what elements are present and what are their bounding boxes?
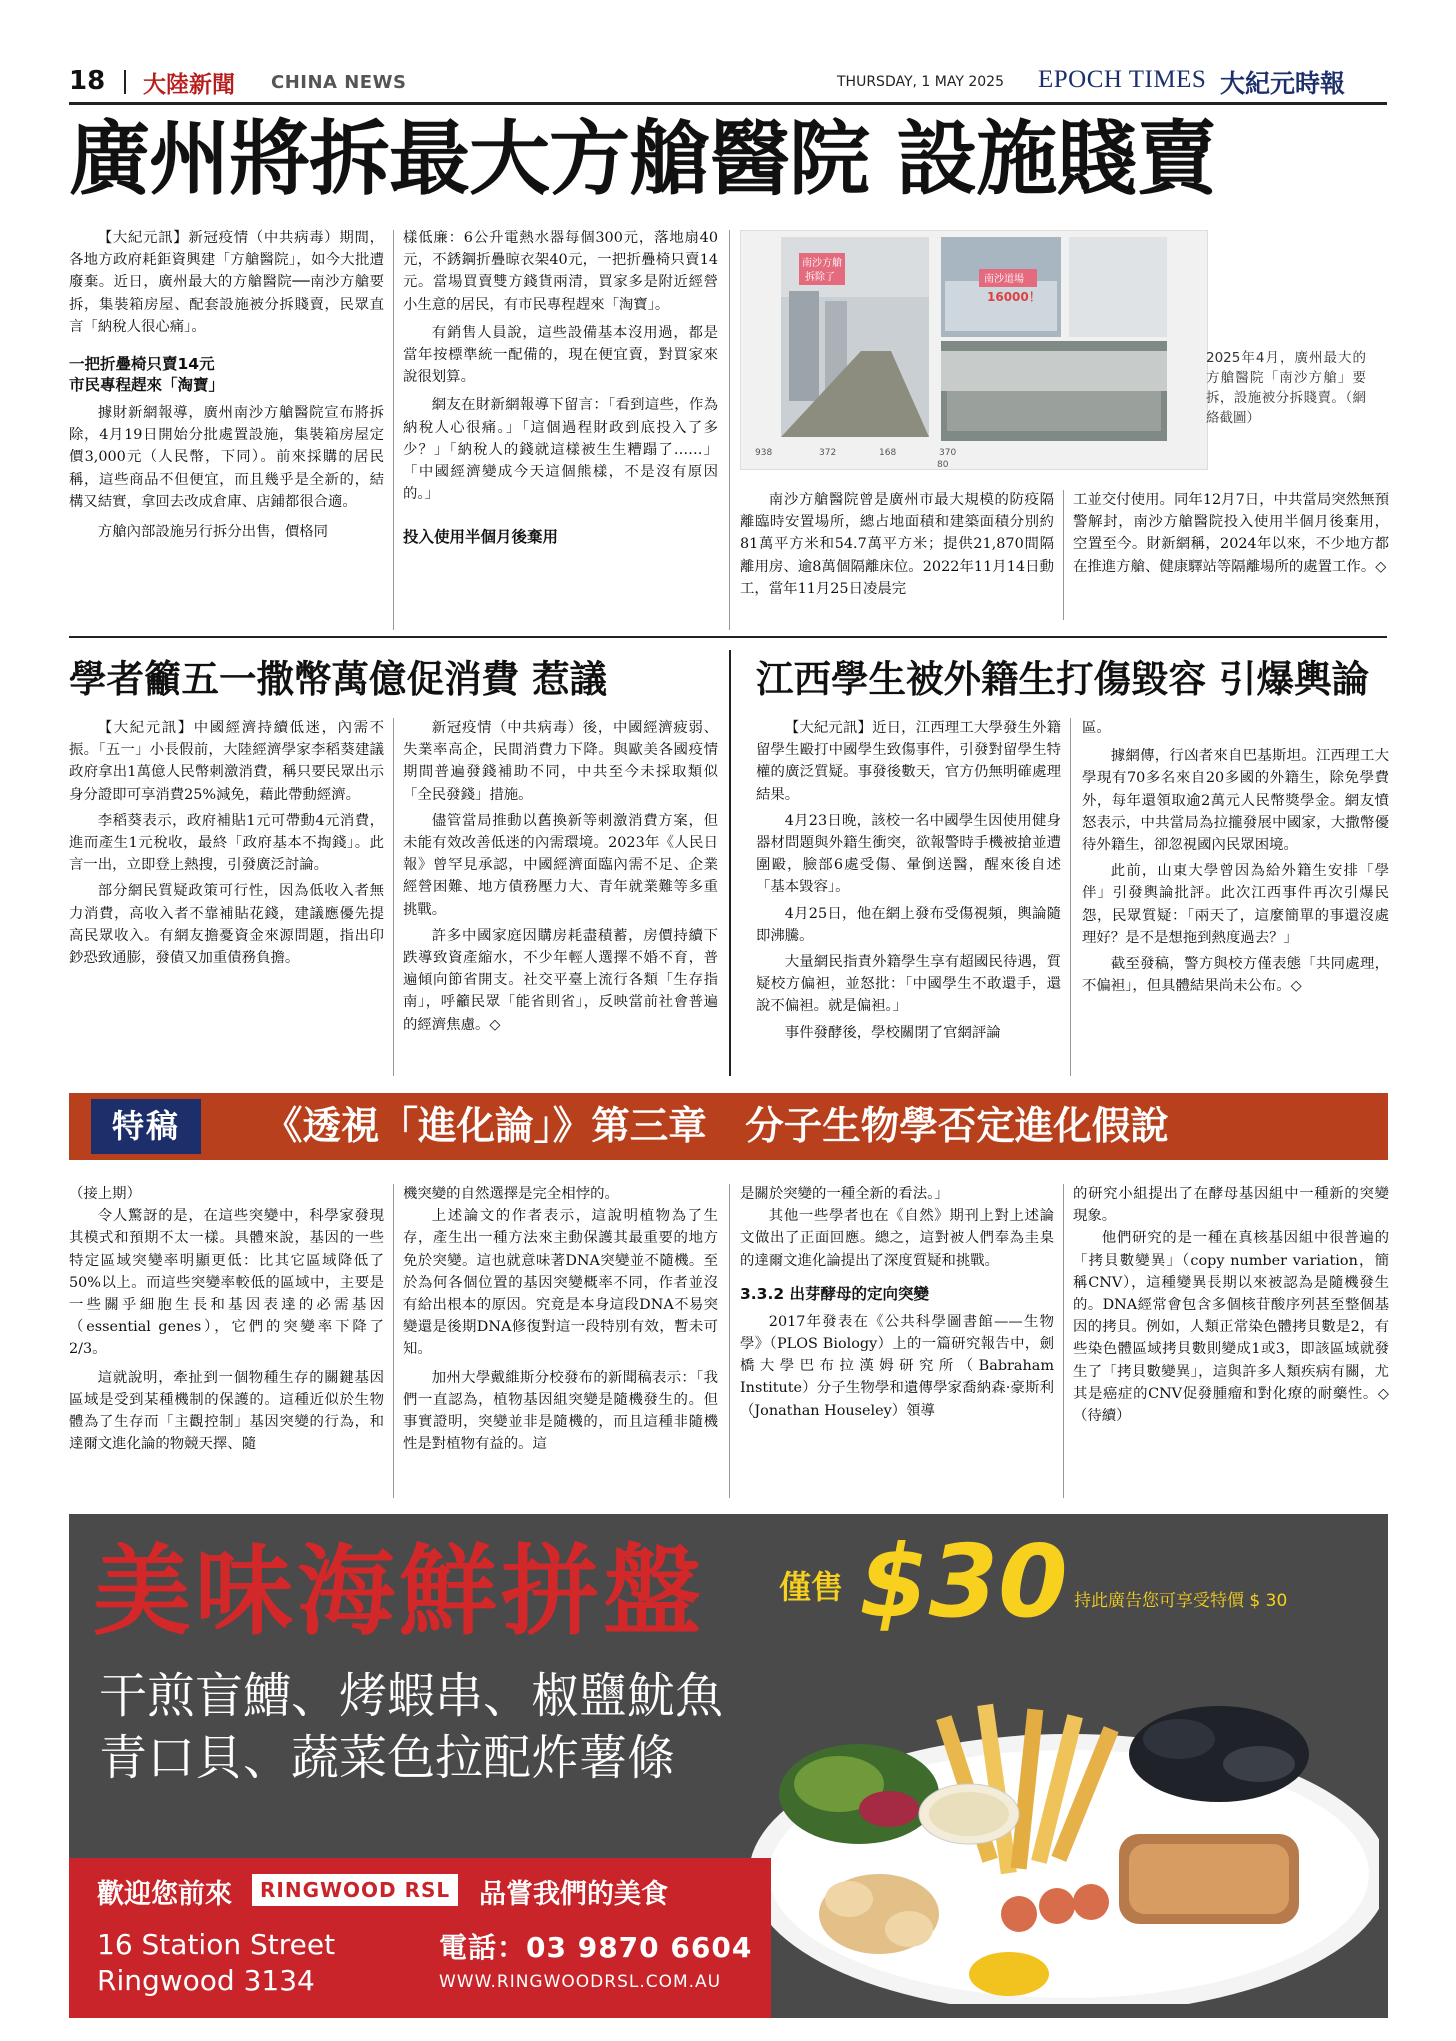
paragraph: 4月25日，他在網上發布受傷視頻，輿論隨即沸騰。 <box>756 905 1061 944</box>
section-rule <box>69 636 1387 638</box>
ad-dishes-line-2: 青口貝、蔬菜色拉配炸薯條 <box>99 1730 676 1786</box>
paragraph: 加州大學戴維斯分校發布的新聞稿表示：「我們一直認為，植物基因組突變是隨機發生的。但事實證明，突變並非是隨機的，而且這種非隨機性是對植物有益的。這 <box>403 1369 718 1453</box>
story1-subhead <box>69 354 384 396</box>
masthead-divider <box>124 70 126 94</box>
story2-column-2 <box>403 717 718 1036</box>
story2-column-1 <box>69 717 384 969</box>
paragraph: 【大紀元訊】中國經濟持續低迷，內需不振。「五一」小長假前，大陸經濟學家李稻葵建議政府拿出1萬億人民幣刺激消費，稱只要民眾出示身分證即可享消費25%減免，藉此帶動經濟。 <box>69 720 384 803</box>
ad-website-link[interactable]: WWW.RINGWOODRSL.COM.AU <box>439 1972 722 1992</box>
story1-column-2 <box>403 227 718 554</box>
ad-dishes-line-1: 干煎盲鰽、烤蝦串、椒鹽魷魚 <box>99 1668 724 1724</box>
ad-price: $30 <box>859 1523 1068 1640</box>
restaurant-ad <box>69 1514 1388 2018</box>
issue-date: THURSDAY, 1 MAY 2025 <box>837 74 1004 90</box>
ad-footer <box>69 1858 771 2018</box>
paragraph: 工並交付使用。同年12月7日，中共當局突然無預警解封，南沙方艙醫院投入使用半個月後棄用，空置至今。財新網稱，2024年以來，不少地方都在推進方艙、健康驛站等隔離場所的處置工作。◇ <box>1073 492 1389 575</box>
screenshot-graphic <box>741 231 1207 469</box>
view-count: 80 <box>937 460 949 469</box>
column-divider <box>1063 490 1064 620</box>
news-photo-collage <box>740 230 1208 470</box>
paragraph: 令人驚訝的是，在這些突變中，科學家發現其模式和預期不太一樣。具體來說，基因的一些特定區域突變率明顯更低：比其它區域降低了50%以上。而這些突變率較低的區域中，主要是一些關乎細胞生長和基因表達的必需基因（essential genes），它們的突變率下降了2/3。 <box>69 1208 384 1358</box>
paragraph: 南沙方艙醫院曾是廣州市最大規模的防疫隔離臨時安置場所，總占地面積和建築面積分別約81萬平方米和54.7萬平方米；提供21,870間隔離用房、逾8萬個隔離床位。2022年11月14日動工，當年11月25日凌晨完 <box>740 492 1054 597</box>
like-count: 938 <box>755 448 773 458</box>
column-divider <box>393 1184 394 1498</box>
feature-column-4 <box>1073 1183 1389 1427</box>
paragraph: 新冠疫情（中共病毒）後，中國經濟疲弱、失業率高企，民間消費力下降。與歐美各國疫情期間普遍發錢補助不同，中共至今未採取類似「全民發錢」措施。 <box>403 720 718 803</box>
share-count: 370 <box>939 448 957 458</box>
column-divider <box>393 718 394 1076</box>
paragraph: （接上期） <box>69 1186 141 1202</box>
paragraph: 據財新網報導，廣州南沙方艙醫院宣布將拆除，4月19日開始分批處置設施，集裝箱房屋定價3,000元（人民幣，下同）。前來採購的居民稱，這些商品不但便宜，而且幾乎是全新的，結構又結實，拿回去改成倉庫、店鋪都很合適。 <box>69 405 384 510</box>
feature-title: 《透視「進化論」》第三章 分子生物學否定進化假說 <box>264 1104 1169 1149</box>
feature-tag: 特稿 <box>91 1099 201 1154</box>
paragraph: 是關於突變的一種全新的看法。」 <box>740 1186 949 1202</box>
paragraph: 方艙內部設施另行拆分出售，價格同 <box>97 524 329 541</box>
paragraph: 樣低廉：6公升電熱水器每個300元，落地扇40元，不銹鋼折疊晾衣架40元，一把折疊椅只賣14元。當場買賣雙方錢貨兩清，買家多是附近經營小生意的居民，有市民專程趕來「淘寶」。 <box>403 230 718 313</box>
paragraph: 區。 <box>1082 720 1111 736</box>
paragraph: 部分網民質疑政策可行性，因為低收入者無力消費，高收入者不靠補貼花錢，建議應優先提高民眾收入。有網友擔憂資金來源問題，指出印鈔恐致通膨，發債又加重債務負擔。 <box>69 883 384 967</box>
paragraph: 李稻葵表示，政府補貼1元可帶動4元消費，進而產生1元稅收，最終「政府基本不掏錢」。此言一出，立即登上熱搜，引發廣泛討論。 <box>69 812 384 874</box>
paragraph: 許多中國家庭因購房耗盡積蓄，房價持續下跌導致資產縮水，不少年輕人選擇不婚不育，普遍傾向節省開支。社交平臺上流行各類「生存指南」，呼籲民眾「能省則省」，反映當前社會普遍的經濟焦慮。◇ <box>403 927 718 1033</box>
ad-title: 美味海鮮拼盤 <box>93 1535 706 1649</box>
photo-overlay-text: 南沙道場 <box>984 274 1024 285</box>
ad-address-line-2: Ringwood 3134 <box>97 1964 315 1997</box>
feature-column-1 <box>69 1183 384 1455</box>
paragraph: 4月23日晚，該校一名中國學生因使用健身器材問題與外籍生衝突，欲報警時手機被搶並遭圍毆，臉部6處受傷、暈倒送醫，醒來後自述「基本毀容」。 <box>756 812 1061 896</box>
paper-name-en: EPOCH TIMES <box>1038 66 1207 93</box>
photo-overlay-text: 拆除了 <box>805 272 835 283</box>
story1-headline: 廣州將拆最大方艙醫院 設施賤賣 <box>69 113 1217 207</box>
paragraph: 機突變的自然選擇是完全相悖的。 <box>403 1186 619 1202</box>
story3-headline: 江西學生被外籍生打傷毀容 引爆輿論 <box>756 657 1370 701</box>
ad-price-note: 持此廣告您可享受特價 $ 30 <box>1074 1591 1288 1611</box>
feature-column-2 <box>403 1183 718 1455</box>
paragraph: 儘管當局推動以舊換新等刺激消費方案，但未能有效改善低迷的內需環境。2023年《人民日報》曾罕見承認，中國經濟面臨內需不足、企業經營困難、地方債務壓力大、青年就業難等多重挑戰。 <box>403 812 718 918</box>
story2-headline: 學者籲五一撒幣萬億促消費 惹議 <box>69 657 608 701</box>
paragraph: 事件發酵後，學校關閉了官網評論 <box>784 1024 1001 1041</box>
seafood-platter-image <box>739 1684 1379 2004</box>
paragraph: 2017年發表在《公共科學圖書館——生物學》（PLOS Biology）上的一篇研究報告中，劍橋大學巴布拉漢姆研究所（Babraham Institute）分子生物學和遺傳學家喬納森·豪斯利（Jonathan Houseley）領導 <box>740 1313 1054 1419</box>
paragraph: 上述論文的作者表示，這說明植物為了生存，產生出一種方法來主動保護其最重要的地方免於突變。這也就意味著DNA突變並不隨機。至於為何各個位置的基因突變概率不同，作者並沒有給出根本的原因。究竟是本身這段DNA不易突變還是後期DNA修復對這一段特別有效，暫未可知。 <box>403 1208 718 1358</box>
paragraph: 截至發稿，警方與校方僅表態「共同處理，不偏袒」，但具體結果尚未公布。◇ <box>1082 956 1389 995</box>
column-divider <box>729 230 730 630</box>
ad-venue-badge: RINGWOOD RSL <box>252 1874 458 1906</box>
paragraph: 大量網民指責外籍學生享有超國民待遇，質疑校方偏袒，並怒批：「中國學生不敢還手，還說不偏袒。就是偏袒。」 <box>756 954 1061 1015</box>
repost-count: 168 <box>879 448 897 458</box>
story3-column-1 <box>756 717 1061 1044</box>
section-title-en: CHINA NEWS <box>271 72 407 93</box>
ad-price-prefix: 僅售 <box>779 1568 844 1606</box>
column-divider <box>729 1184 730 1498</box>
paper-name-zh: 大紀元時報 <box>1220 69 1346 98</box>
feature-subhead: 3.3.2 出芽酵母的定向突變 <box>740 1284 930 1303</box>
paragraph: 這就說明，牽扯到一個物種生存的關鍵基因區域是受到某種機制的保護的。這種近似於生物體為了生存而「主觀控制」基因突變的行為，和達爾文進化論的物競天擇、隨 <box>69 1369 384 1453</box>
paragraph: 【大紀元訊】新冠疫情（中共病毒）期間，各地方政府耗鉅資興建「方艙醫院」，如今大批遭廢棄。近日，廣州最大的方艙醫院──南沙方艙要拆，集裝箱房屋、配套設施被分拆賤賣，民眾直言「納稅人很心痛」。 <box>69 230 384 335</box>
subhead-line: 市民專程趕來「淘寶」 <box>69 376 225 395</box>
story3-column-2 <box>1082 717 1389 997</box>
feature-column-3 <box>740 1183 1054 1422</box>
story1-column-3 <box>740 489 1054 600</box>
paragraph: 據網傳，行凶者來自巴基斯坦。江西理工大學現有70多名來自20多國的外籍生，除免學費外，每年還領取逾2萬元人民幣獎學金。網友憤怒表示，中共當局為拉攏發展中國家，大撒幣優待外籍生，卻忽視國內民眾困境。 <box>1082 748 1389 854</box>
photo-overlay-text: 16000！ <box>987 290 1041 304</box>
comment-count: 372 <box>819 448 837 458</box>
photo-overlay-text: 南沙方艙 <box>802 258 842 269</box>
story1-column-4 <box>1073 489 1389 578</box>
column-divider <box>393 230 394 630</box>
paragraph: 【大紀元訊】近日，江西理工大學發生外籍留學生毆打中國學生致傷事件，引發對留學生特權的廣泛質疑。事發後數天，官方仍無明確處理結果。 <box>756 720 1061 803</box>
paragraph: 其他一些學者也在《自然》期刊上對上述論文做出了正面回應。總之，這對被人們奉為圭臬的達爾文進化論提出了深度質疑和挑戰。 <box>740 1208 1054 1269</box>
paragraph: 的研究小組提出了在酵母基因組中一種新的突變現象。 <box>1073 1186 1389 1225</box>
story1-subhead-2: 投入使用半個月後棄用 <box>403 528 559 547</box>
ad-phone: 電話：03 9870 6604 <box>439 1931 753 1964</box>
subhead-line: 一把折疊椅只賣14元 <box>69 355 215 374</box>
paragraph: 網友在財新網報導下留言：「看到這些，作為納稅人心很痛。」「這個過程財政到底投入了多少？」「納稅人的錢就這樣被生生糟蹋了……」「中國經濟變成今天這個熊樣，不是沒有原因的。」 <box>403 397 718 503</box>
paragraph: 有銷售人員說，這些設備基本沒用過，都是當年按標準統一配備的，現在便宜賣，對買家來說很划算。 <box>403 324 718 386</box>
column-divider <box>1070 718 1071 1076</box>
paragraph: 此前，山東大學曾因為給外籍生安排「學伴」引發輿論批評。此次江西事件再次引爆民怨，民眾質疑：「兩天了，這麼簡單的事還沒處理好？是不是想拖到熱度過去？」 <box>1082 863 1389 946</box>
paragraph: 他們研究的是一種在真核基因組中很普遍的「拷貝數變異」（copy number variation，簡稱CNV），這種變異長期以來被認為是隨機發生的。DNA經常會包含多個核苷酸序列甚至整個基因的拷貝。例如，人類正常染色體拷貝數是2，有些染色體區域拷貝數則變成1或3，即該區域就發生了「拷貝數變異」，這與許多人類疾病有關，尤其是癌症的CNV促發腫瘤和對化療的耐藥性。◇（待續） <box>1073 1230 1389 1425</box>
photo-caption: 2025年4月，廣州最大的方艙醫院「南沙方艙」要拆，設施被分拆賤賣。（網絡截圖） <box>1206 350 1366 426</box>
column-divider <box>1063 1184 1064 1498</box>
story-divider <box>729 650 731 1076</box>
ad-welcome-pre: 歡迎您前來 <box>97 1879 232 1910</box>
feature-banner <box>69 1093 1388 1160</box>
ad-address-line-1: 16 Station Street <box>97 1928 336 1961</box>
ad-welcome-post: 品嘗我們的美食 <box>479 1879 668 1910</box>
story1-column-1 <box>69 227 384 543</box>
section-title-zh: 大陸新聞 <box>143 72 235 98</box>
page-number: 18 <box>69 66 106 96</box>
